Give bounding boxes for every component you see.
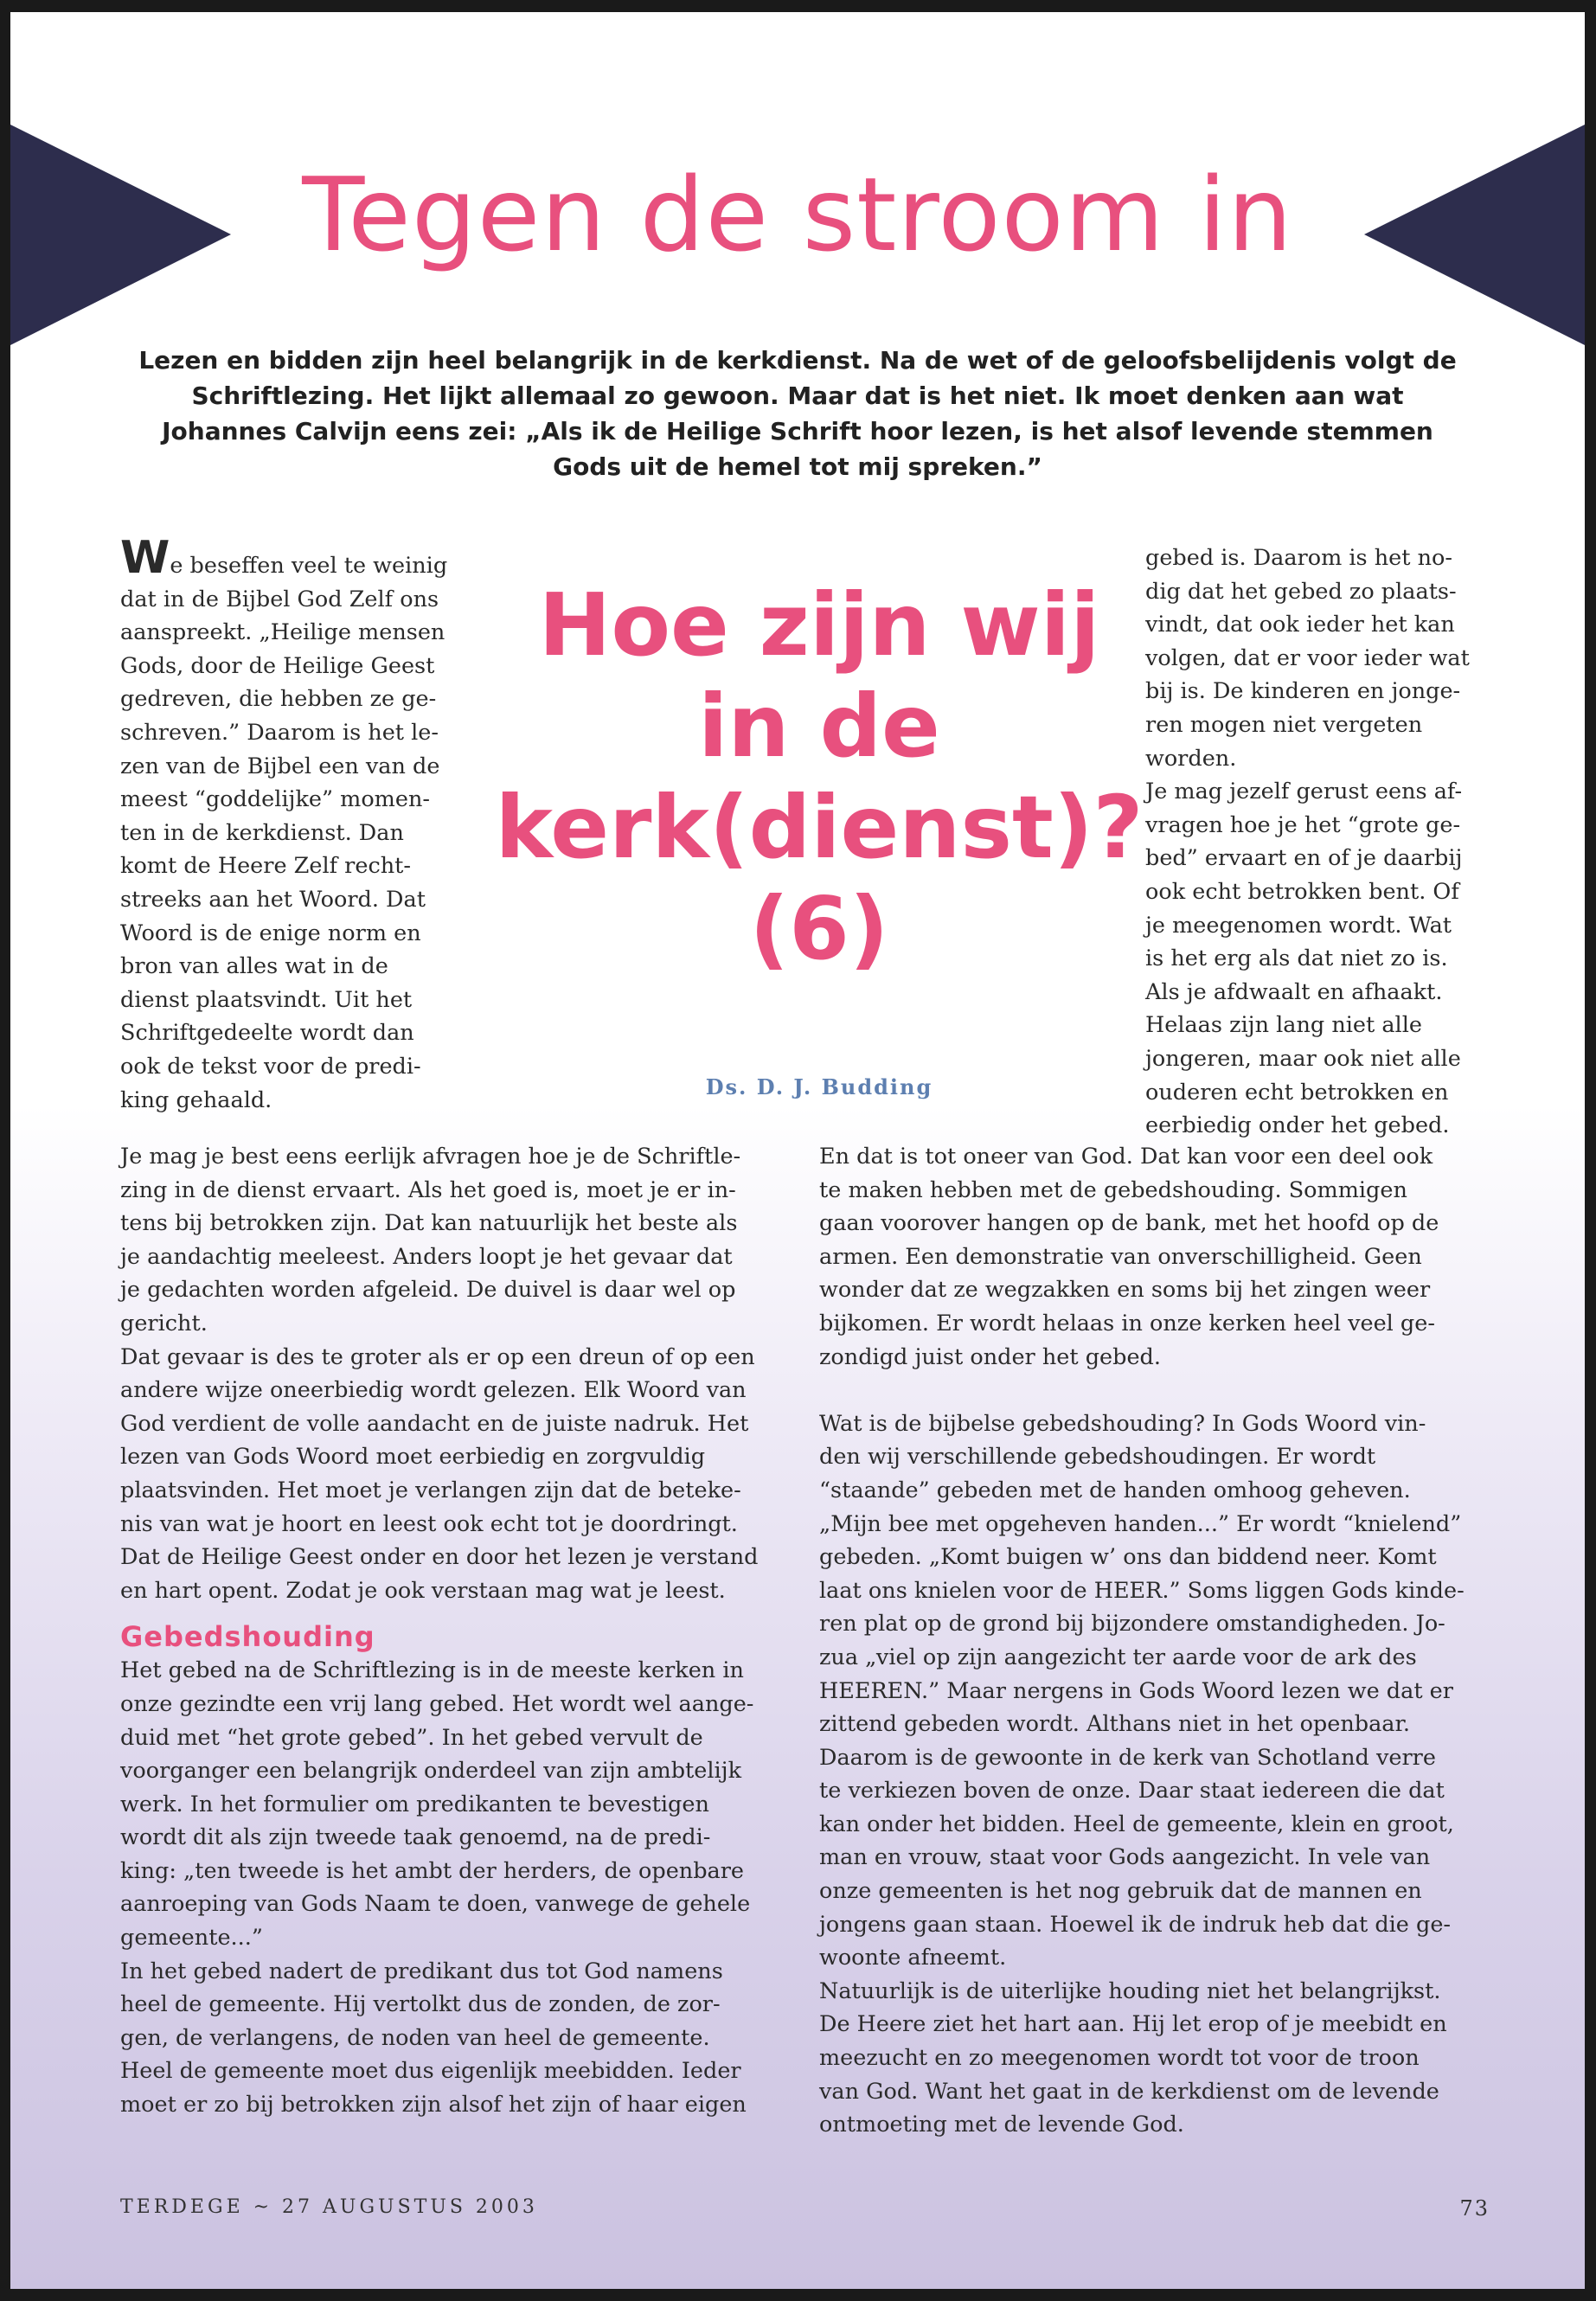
text-line: volgen, dat er voor ieder wat [1145,644,1470,671]
text-line: HEEREN.” Maar nergens in Gods Woord lezen we dat er [819,1677,1453,1704]
text-line: armen. Een demonstratie van onverschilligheid. Geen [819,1243,1422,1270]
column-left [120,1140,804,2122]
text-line: duid met “het grote gebed”. In het gebed vervult de [120,1724,703,1751]
column-right-top [1145,542,1509,1143]
text-line: lezen van Gods Woord moet eerbiedig en zorgvuldig [120,1444,706,1471]
text-line: gebeden. „Komt buigen w’ ons dan biddend neer. Komt [819,1544,1437,1571]
text-line: onze gezindte een vrij lang gebed. Het wordt wel aange- [120,1690,754,1717]
text-line: zua „viel op zijn aangezicht ter aarde voor de ark des [819,1644,1417,1670]
text-line: zittend gebeden wordt. Althans niet in het openbaar. [819,1711,1410,1738]
text-line: Je mag je best eens eerlijk afvragen hoe je de Schriftle- [120,1144,741,1170]
text-line: „Mijn bee met opgeheven handen...” Er wordt “knielend” [819,1510,1462,1537]
magazine-page [10,12,1585,2289]
page-number: 73 [1459,2196,1490,2221]
drop-cap: W [120,532,170,584]
text-line: schreven.” Daarom is het le- [120,719,439,746]
text-line: eerbiedig onder het gebed. [1145,1112,1450,1139]
text-line: vindt, dat ook ieder het kan [1145,612,1455,638]
paragraph-gap [819,1374,1503,1407]
text-line: gaan voorover hangen op de bank, met het hoofd op de [819,1210,1439,1237]
text-line: vragen hoe je het “grote ge- [1145,811,1461,838]
column-right [819,1140,1503,2142]
text-line: Als je afdwaalt en afhaakt. [1145,978,1443,1005]
text-line: streeks aan het Woord. Dat [120,886,426,913]
text-line: meest “goddelijke” momen- [120,786,430,813]
text-line: jongeren, maar ook niet alle [1145,1045,1461,1072]
text-line: van God. Want het gaat in de kerkdienst om de levende [819,2078,1439,2105]
text-line: aanspreekt. „Heilige mensen [120,619,445,646]
text-line: andere wijze oneerbiedig wordt gelezen. Elk Woord van [120,1377,747,1404]
text-line: ouderen echt betrokken en [1145,1079,1449,1106]
text-line: moet er zo bij betrokken zijn alsof het zijn of haar eigen [120,2092,747,2118]
series-kicker: Tegen de stroom in [302,155,1293,274]
text-line: “staande” gebeden met de handen omhoog geheven. [819,1477,1411,1503]
title-line: Hoe zijn wij [538,574,1100,676]
text-line: je meegenomen wordt. Wat [1145,912,1452,939]
author-byline: Ds. D. J. Budding [705,1074,933,1099]
first-line [120,532,475,584]
text-line: Woord is de enige norm en [120,920,421,946]
text-line: God verdient de volle aandacht en de juiste nadruk. Het [120,1410,749,1437]
text-line: bed” ervaart en of je daarbij [1145,845,1463,872]
text-line: ten in de kerkdienst. Dan [120,819,404,846]
text-line: dienst plaatsvindt. Uit het [120,986,413,1013]
text-line: In het gebed nadert de predikant dus tot God namens [120,1958,723,1984]
text-line: laat ons knielen voor de HEER.” Soms liggen Gods kinde- [819,1577,1465,1604]
text-line: en hart opent. Zodat je ook verstaan mag wat je leest. [120,1577,726,1604]
text-line: den wij verschillende gebedshoudingen. Er wordt [819,1444,1376,1471]
text-line: gericht. [120,1310,208,1336]
text-line: nis van wat je hoort en leest ook echt tot je doordringt. [120,1510,738,1537]
section-heading: Gebedshouding [120,1620,375,1654]
text-line: meezucht en zo meegenomen wordt tot voor de troon [819,2045,1420,2072]
text-line: Gods, door de Heilige Geest [120,652,435,679]
text-line: je gedachten worden afgeleid. De duivel is daar wel op [120,1277,736,1304]
title-line: in de [698,676,940,777]
text-line: gen, de verlangens, de noden van heel de gemeente. [120,2024,710,2051]
text-line: zing in de dienst ervaart. Als het goed is, moet je er in- [120,1176,736,1203]
text-line: De Heere ziet het hart aan. Hij let erop of je meebidt en [819,2011,1447,2038]
text-line: kan onder het bidden. Heel de gemeente, klein en groot, [819,1811,1454,1837]
text-line: Natuurlijk is de uiterlijke houding niet het belangrijkst. [819,1977,1441,2004]
text-line: woonte afneemt. [819,1945,1007,1971]
text-line: wordt dit als zijn tweede taak genoemd, na de predi- [120,1824,711,1851]
text-line: En dat is tot oneer van God. Dat kan voor een deel ook [819,1144,1433,1170]
text-line: bijkomen. Er wordt helaas in onze kerken heel veel ge- [819,1310,1435,1336]
text-line: komt de Heere Zelf recht- [120,853,412,880]
text-line: bron van alles wat in de [120,953,388,980]
text-line: ontmoeting met de levende God. [819,2112,1184,2138]
text-line: tens bij betrokken zijn. Dat kan natuurlijk het beste als [120,1210,738,1237]
intro-paragraph: Lezen en bidden zijn heel belangrijk in de kerkdienst. Na de wet of de geloofsbelijdenis volgt de Schriftlezing. Het lijkt allemaal zo gewoon. Maar dat is het niet. Ik moet denken aan wat Johannes Calvijn eens zei: „Als ik de Heilige Schrift hoor lezen, is het alsof levende stemmen Gods uit de hemel tot mij spreken.” [138,346,1457,481]
text-line: e beseffen veel te weinig [170,553,448,579]
text-line: bij is. De kinderen en jonge- [1145,678,1461,705]
text-line: Dat gevaar is des te groter als er op een dreun of op een [120,1343,755,1370]
text-line: dig dat het gebed zo plaats- [1145,578,1457,605]
text-line: Het gebed na de Schriftlezing is in de meeste kerken in [120,1657,744,1684]
text-line: Wat is de bijbelse gebedshouding? In Gods Woord vin- [819,1410,1426,1437]
text-line: ook echt betrokken bent. Of [1145,878,1459,905]
text-line: wonder dat ze wegzakken en soms bij het zingen weer [819,1277,1431,1304]
text-line: ren mogen niet vergeten [1145,711,1423,738]
text-line: je aandachtig meeleest. Anders loopt je het gevaar dat [120,1243,733,1270]
text-line: worden. [1145,745,1237,772]
text-line: onze gemeenten is het nog gebruik dat de mannen en [819,1878,1422,1905]
text-line: man en vrouw, staat voor Gods aangezicht. In vele van [819,1844,1431,1871]
text-line: ook de tekst voor de predi- [120,1053,421,1080]
text-line: gebed is. Daarom is het no- [1145,545,1452,571]
text-line: ren plat op de grond bij bijzondere omstandigheden. Jo- [819,1611,1445,1638]
text-line: gedreven, die hebben ze ge- [120,686,437,713]
text-line: gemeente...” [120,1925,263,1952]
text-line: te maken hebben met de gebedshouding. Sommigen [819,1176,1407,1203]
text-line: heel de gemeente. Hij vertolkt dus de zonden, de zor- [120,1991,721,2018]
text-line: Heel de gemeente moet dus eigenlijk meebidden. Ieder [120,2058,741,2085]
text-line: zen van de Bijbel een van de [120,753,440,779]
text-line: zondigd juist onder het gebed. [819,1343,1161,1370]
text-line: Helaas zijn lang niet alle [1145,1012,1422,1039]
text-line: king: „ten tweede is het ambt der herders, de openbare [120,1857,745,1884]
footer-publication: TERDEGE ~ 27 AUGUSTUS 2003 [120,2196,538,2218]
title-line: kerk(dienst)? [495,777,1144,878]
text-line: aanroeping van Gods Naam te doen, vanwege de gehele [120,1891,751,1918]
text-line: voorganger een belangrijk onderdeel van zijn ambtelijk [120,1758,742,1785]
title-line: (6) [749,878,889,979]
text-line: is het erg als dat niet zo is. [1145,945,1448,972]
text-line: Je mag jezelf gerust eens af- [1145,779,1463,805]
text-line: werk. In het formulier om predikanten te bevestigen [120,1791,709,1817]
text-line: Daarom is de gewoonte in de kerk van Schotland verre [819,1744,1436,1771]
text-line: king gehaald. [120,1086,272,1113]
column-left-top [120,532,475,1117]
text-line: dat in de Bijbel God Zelf ons [120,586,439,612]
text-line: Schriftgedeelte wordt dan [120,1020,414,1047]
text-line: Dat de Heilige Geest onder en door het lezen je verstand [120,1544,759,1571]
article-title [495,574,1144,979]
text-line: te verkiezen boven de onze. Daar staat iedereen die dat [819,1778,1445,1804]
text-line: plaatsvinden. Het moet je verlangen zijn dat de beteke- [120,1477,741,1503]
text-line: jongens gaan staan. Hoewel ik de indruk heb dat die ge- [819,1911,1452,1938]
